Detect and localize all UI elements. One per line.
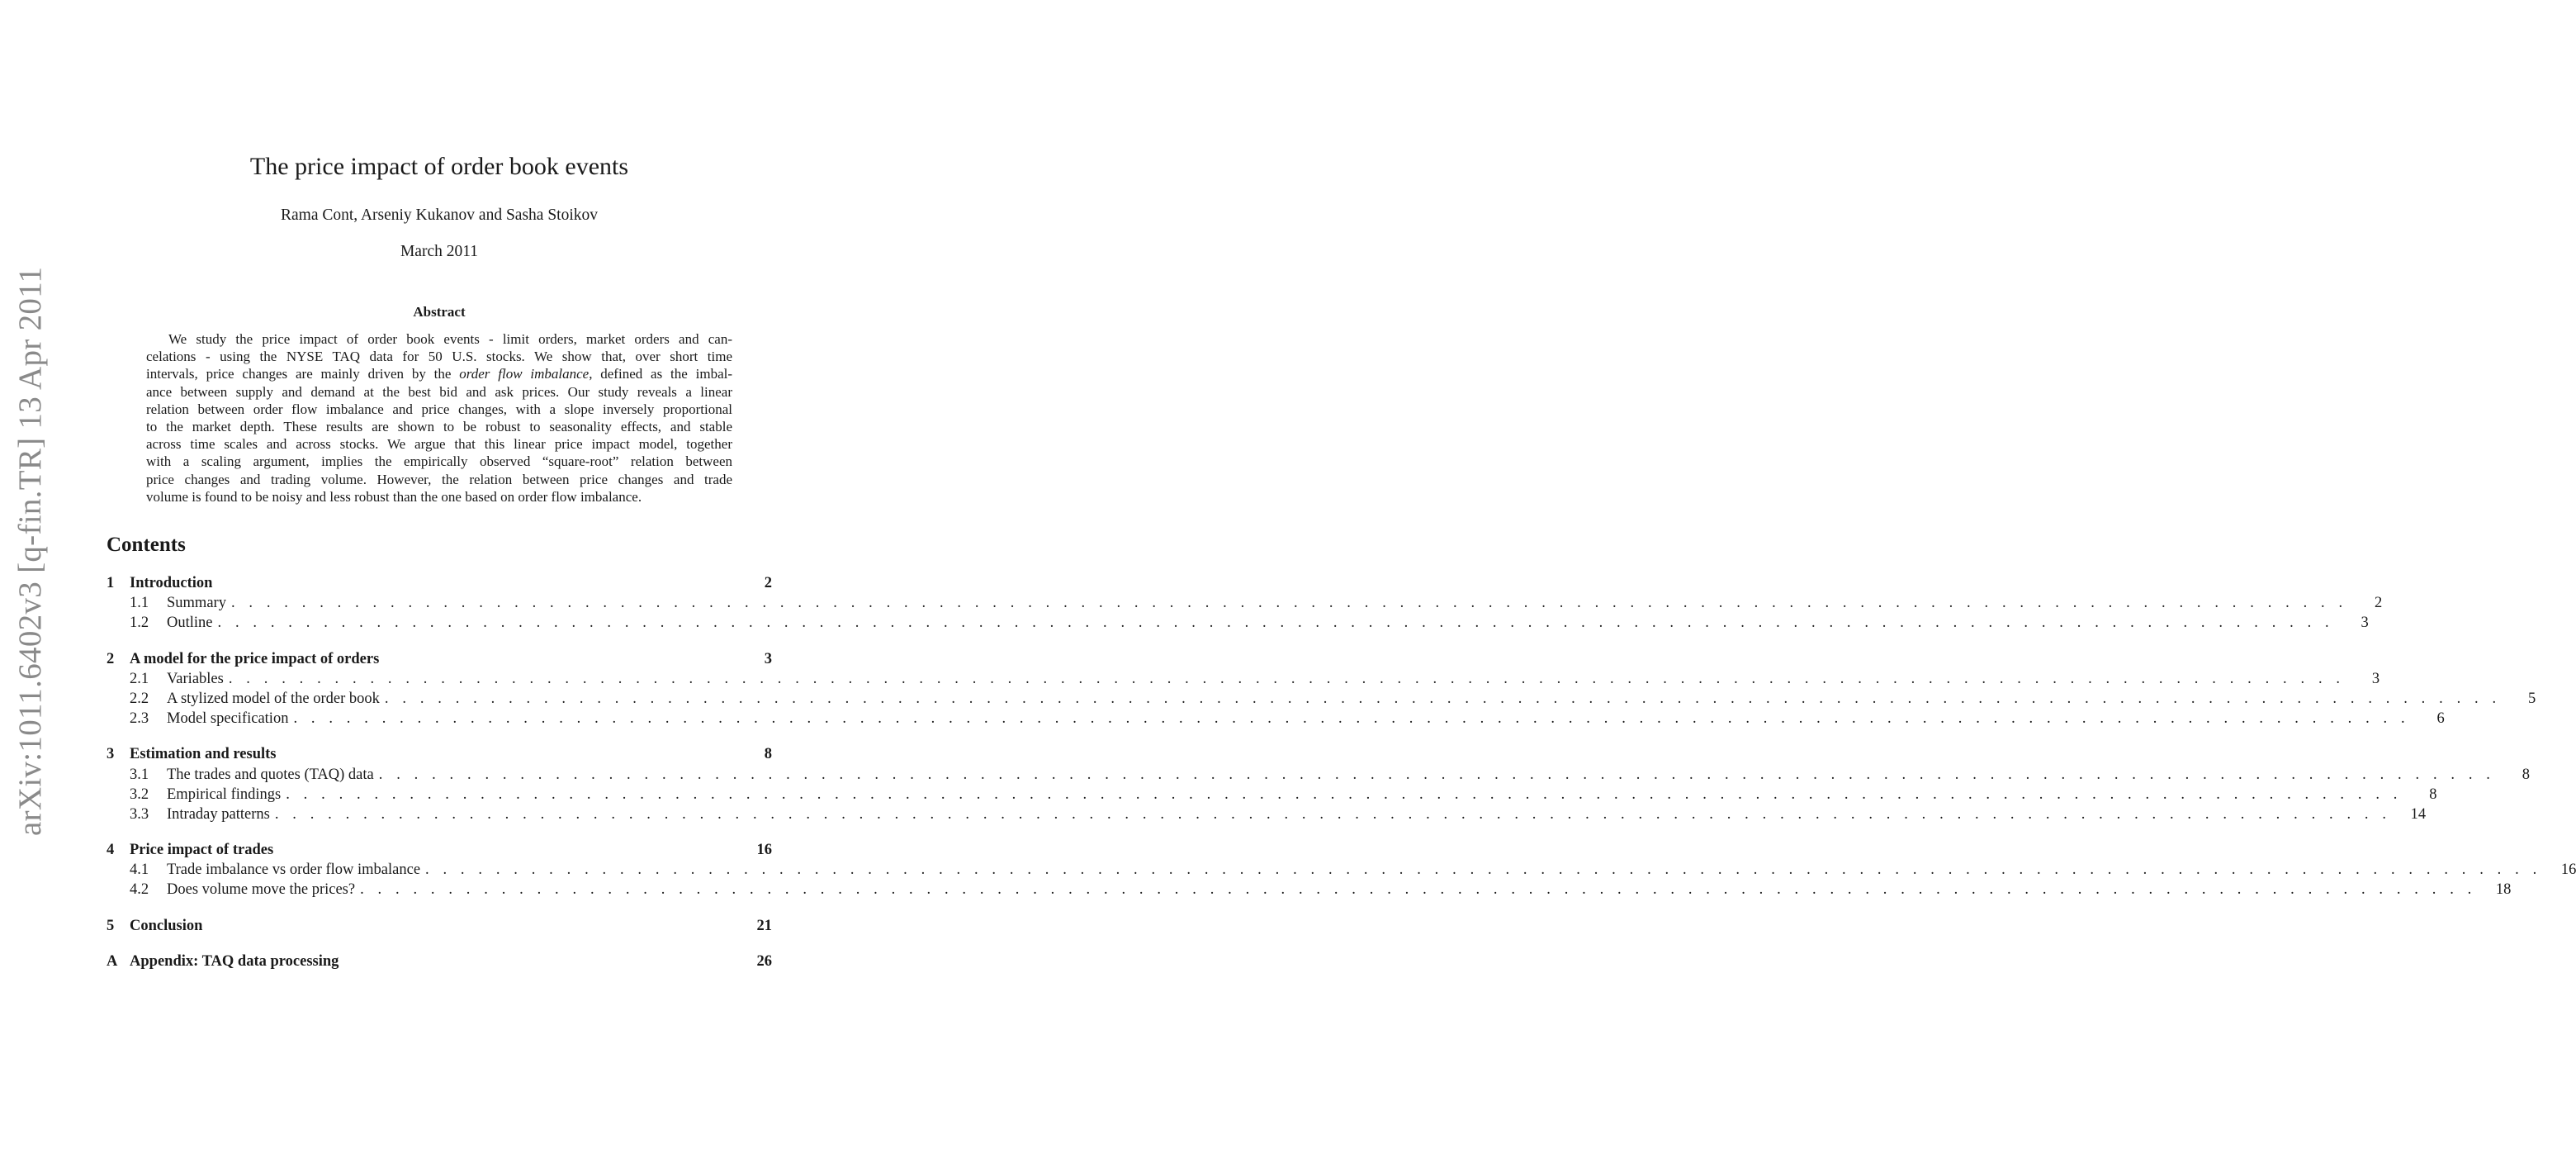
toc-subsection-number: 4.1: [130, 862, 149, 879]
toc-subsection-page: 14: [2410, 805, 2427, 823]
toc-subsection-page: 8: [2429, 786, 2437, 803]
toc-section-page: 2: [764, 575, 772, 591]
toc-subsection[interactable]: [107, 785, 2437, 805]
toc-subsection[interactable]: [107, 860, 2576, 880]
toc-section[interactable]: [107, 573, 772, 593]
toc-subsection-number: 3.1: [130, 766, 149, 783]
paper-title: The price impact of order book events: [249, 153, 629, 180]
toc-subsection[interactable]: [107, 765, 2531, 785]
toc-section-number: 3: [107, 746, 115, 763]
toc-subsection-title: Variables: [167, 670, 224, 687]
toc-dot-leader: . . . . . . . . . . . . . . . . . . . . . . . . . . . . . . . . . . . . . . . . . . . . . . . . . . . . . . . . . . . . . . . . . . . . . . . . . . . . . . . . . . . . . . . . . . . . . . . . . . . . . . . . . . . . . . . . . . . . . . . .: [286, 786, 2403, 803]
abstract-line: We study the price impact of order book events - limit orders, market orders and can-: [168, 331, 732, 347]
toc-subsection-page: 18: [2495, 881, 2512, 899]
toc-section-title: A model for the price impact of orders: [130, 650, 380, 667]
toc-dot-leader: . . . . . . . . . . . . . . . . . . . . . . . . . . . . . . . . . . . . . . . . . . . . . . . . . . . . . . . . . . . . . . . . . . . . . . . . . . . . . . . . . . . . . . . . . . . . . . . . . . . . . . . . . . . . . . . . . . . . . . . .: [425, 862, 2542, 879]
toc-section-page: 26: [756, 952, 772, 970]
toc-subsection-title: Summary: [167, 595, 226, 612]
toc-section-number: 2: [107, 650, 115, 667]
toc-section-page: 16: [756, 842, 772, 859]
toc-subsection-number: 2.1: [130, 670, 149, 687]
toc-section-title: Estimation and results: [130, 746, 277, 763]
toc-dot-leader: . . . . . . . . . . . . . . . . . . . . . . . . . . . . . . . . . . . . . . . . . . . . . . . . . . . . . . . . . . . . . . . . . . . . . . . . . . . . . . . . . . . . . . . . . . . . . . . . . . . . . . . . . . . . . . . . . . . . . . . .: [274, 805, 2392, 823]
toc-section[interactable]: [107, 916, 772, 936]
toc-subsection-number: 1.1: [130, 595, 149, 612]
toc-subsection-page: 2: [2374, 595, 2383, 612]
toc-subsection-number: 3.3: [130, 805, 149, 823]
abstract-line: celations - using the NYSE TAQ data for 50 U.S. stocks. We show that, over short time: [146, 349, 732, 365]
toc-subsection-page: 6: [2436, 710, 2445, 728]
toc-subsection-number: 1.2: [130, 615, 149, 632]
toc-subsection[interactable]: [107, 593, 2383, 613]
toc-subsection[interactable]: [107, 709, 2445, 729]
toc-dot-leader: . . . . . . . . . . . . . . . . . . . . . . . . . . . . . . . . . . . . . . . . . . . . . . . . . . . . . . . . . . . . . . . . . . . . . . . . . . . . . . . . . . . . . . . . . . . . . . . . . . . . . . . . . . . . . . . . . . . . . . . .: [228, 670, 2346, 687]
toc-subsection-number: 2.2: [130, 690, 149, 707]
toc-section[interactable]: [107, 952, 772, 971]
toc-subsection-title: Empirical findings: [167, 786, 282, 803]
toc-section-number: 4: [107, 842, 115, 859]
abstract-line: price changes and trading volume. However, the relation between price changes and trade: [146, 471, 732, 487]
toc-section-number: 1: [107, 575, 115, 591]
toc-subsection[interactable]: [107, 669, 2380, 689]
toc-dot-leader: . . . . . . . . . . . . . . . . . . . . . . . . . . . . . . . . . . . . . . . . . . . . . . . . . . . . . . . . . . . . . . . . . . . . . . . . . . . . . . . . . . . . . . . . . . . . . . . . . . . . . . . . . . . . . . . . . . . . . . . .: [360, 881, 2477, 899]
arxiv-side-stamp: arXiv:1011.6402v3 [q-fin.TR] 13 Apr 2011: [12, 266, 48, 836]
abstract-emphasis: order flow imbalance: [459, 366, 590, 382]
abstract-line: to the market depth. These results are shown to be robust to seasonality effects, and stable: [146, 418, 732, 434]
toc-dot-leader: . . . . . . . . . . . . . . . . . . . . . . . . . . . . . . . . . . . . . . . . . . . . . . . . . . . . . . . . . . . . . . . . . . . . . . . . . . . . . . . . . . . . . . . . . . . . . . . . . . . . . . . . . . . . . . . . . . . . . . . .: [230, 595, 2348, 612]
toc-subsection-page: 5: [2527, 690, 2536, 707]
toc-dot-leader: . . . . . . . . . . . . . . . . . . . . . . . . . . . . . . . . . . . . . . . . . . . . . . . . . . . . . . . . . . . . . . . . . . . . . . . . . . . . . . . . . . . . . . . . . . . . . . . . . . . . . . . . . . . . . . . . . . . . . . . .: [217, 615, 2334, 632]
toc-section[interactable]: [107, 744, 772, 764]
toc-subsection[interactable]: [107, 880, 2512, 900]
abstract-line: volume is found to be noisy and less robust than the one based on order flow imbalance.: [146, 488, 642, 505]
toc-dot-leader: . . . . . . . . . . . . . . . . . . . . . . . . . . . . . . . . . . . . . . . . . . . . . . . . . . . . . . . . . . . . . . . . . . . . . . . . . . . . . . . . . . . . . . . . . . . . . . . . . . . . . . . . . . . . . . . . . . . . . . . .: [384, 690, 2502, 707]
toc-subsection[interactable]: [107, 689, 2536, 709]
toc-dot-leader: . . . . . . . . . . . . . . . . . . . . . . . . . . . . . . . . . . . . . . . . . . . . . . . . . . . . . . . . . . . . . . . . . . . . . . . . . . . . . . . . . . . . . . . . . . . . . . . . . . . . . . . . . . . . . . . . . . . . . . . .: [293, 710, 2410, 728]
toc-section-title: Appendix: TAQ data processing: [130, 952, 339, 970]
toc-section-title: Introduction: [130, 575, 213, 591]
toc-subsection[interactable]: [107, 613, 2369, 633]
toc-subsection-page: 3: [2371, 670, 2380, 687]
toc-subsection-number: 4.2: [130, 881, 149, 899]
abstract-body: [146, 330, 732, 506]
toc-section-page: 21: [756, 917, 772, 934]
toc-section[interactable]: [107, 649, 772, 669]
abstract-line-text: intervals, price changes are mainly driven by the: [146, 366, 460, 382]
toc-subsection-title: Trade imbalance vs order flow imbalance: [167, 862, 421, 879]
paper-date: March 2011: [400, 243, 479, 260]
toc-section-page: 8: [764, 746, 772, 763]
contents-heading: Contents: [107, 534, 186, 556]
toc-section-title: Conclusion: [130, 917, 203, 934]
toc-subsection-title: The trades and quotes (TAQ) data: [167, 766, 374, 783]
abstract-line: with a scaling argument, implies the empirically observed “square-root” relation between: [146, 453, 732, 470]
toc-subsection-number: 2.3: [130, 710, 149, 728]
toc-subsection-page: 3: [2361, 615, 2369, 632]
abstract-line: ance between supply and demand at the best bid and ask prices. Our study reveals a linear: [146, 383, 732, 400]
toc-subsection-page: 16: [2560, 862, 2576, 879]
paper-authors: Rama Cont, Arseniy Kukanov and Sasha Stoikov: [280, 206, 598, 224]
abstract-line-text: , defined as the imbal-: [589, 366, 733, 382]
abstract-line: across time scales and across stocks. We argue that this linear price impact model, together: [146, 436, 732, 453]
toc-section-number: A: [107, 952, 118, 970]
toc-subsection-number: 3.2: [130, 786, 149, 803]
toc-section-page: 3: [764, 650, 772, 667]
toc-subsection-page: 8: [2522, 766, 2531, 783]
abstract-heading: Abstract: [413, 304, 466, 320]
toc-subsection-title: Intraday patterns: [167, 805, 270, 823]
toc-subsection-title: Model specification: [167, 710, 289, 728]
toc-subsection-title: A stylized model of the order book: [167, 690, 380, 707]
abstract-line: [146, 365, 732, 382]
toc-subsection[interactable]: [107, 805, 2427, 824]
table-of-contents: [107, 573, 2576, 971]
abstract-line: relation between order flow imbalance and price changes, with a slope inversely proportional: [146, 401, 732, 417]
toc-dot-leader: . . . . . . . . . . . . . . . . . . . . . . . . . . . . . . . . . . . . . . . . . . . . . . . . . . . . . . . . . . . . . . . . . . . . . . . . . . . . . . . . . . . . . . . . . . . . . . . . . . . . . . . . . . . . . . . . . . . . . . . .: [378, 766, 2496, 783]
toc-section-title: Price impact of trades: [130, 842, 274, 859]
toc-subsection-title: Does volume move the prices?: [167, 881, 356, 899]
toc-section-number: 5: [107, 917, 115, 934]
toc-section[interactable]: [107, 840, 772, 860]
toc-subsection-title: Outline: [167, 615, 213, 632]
